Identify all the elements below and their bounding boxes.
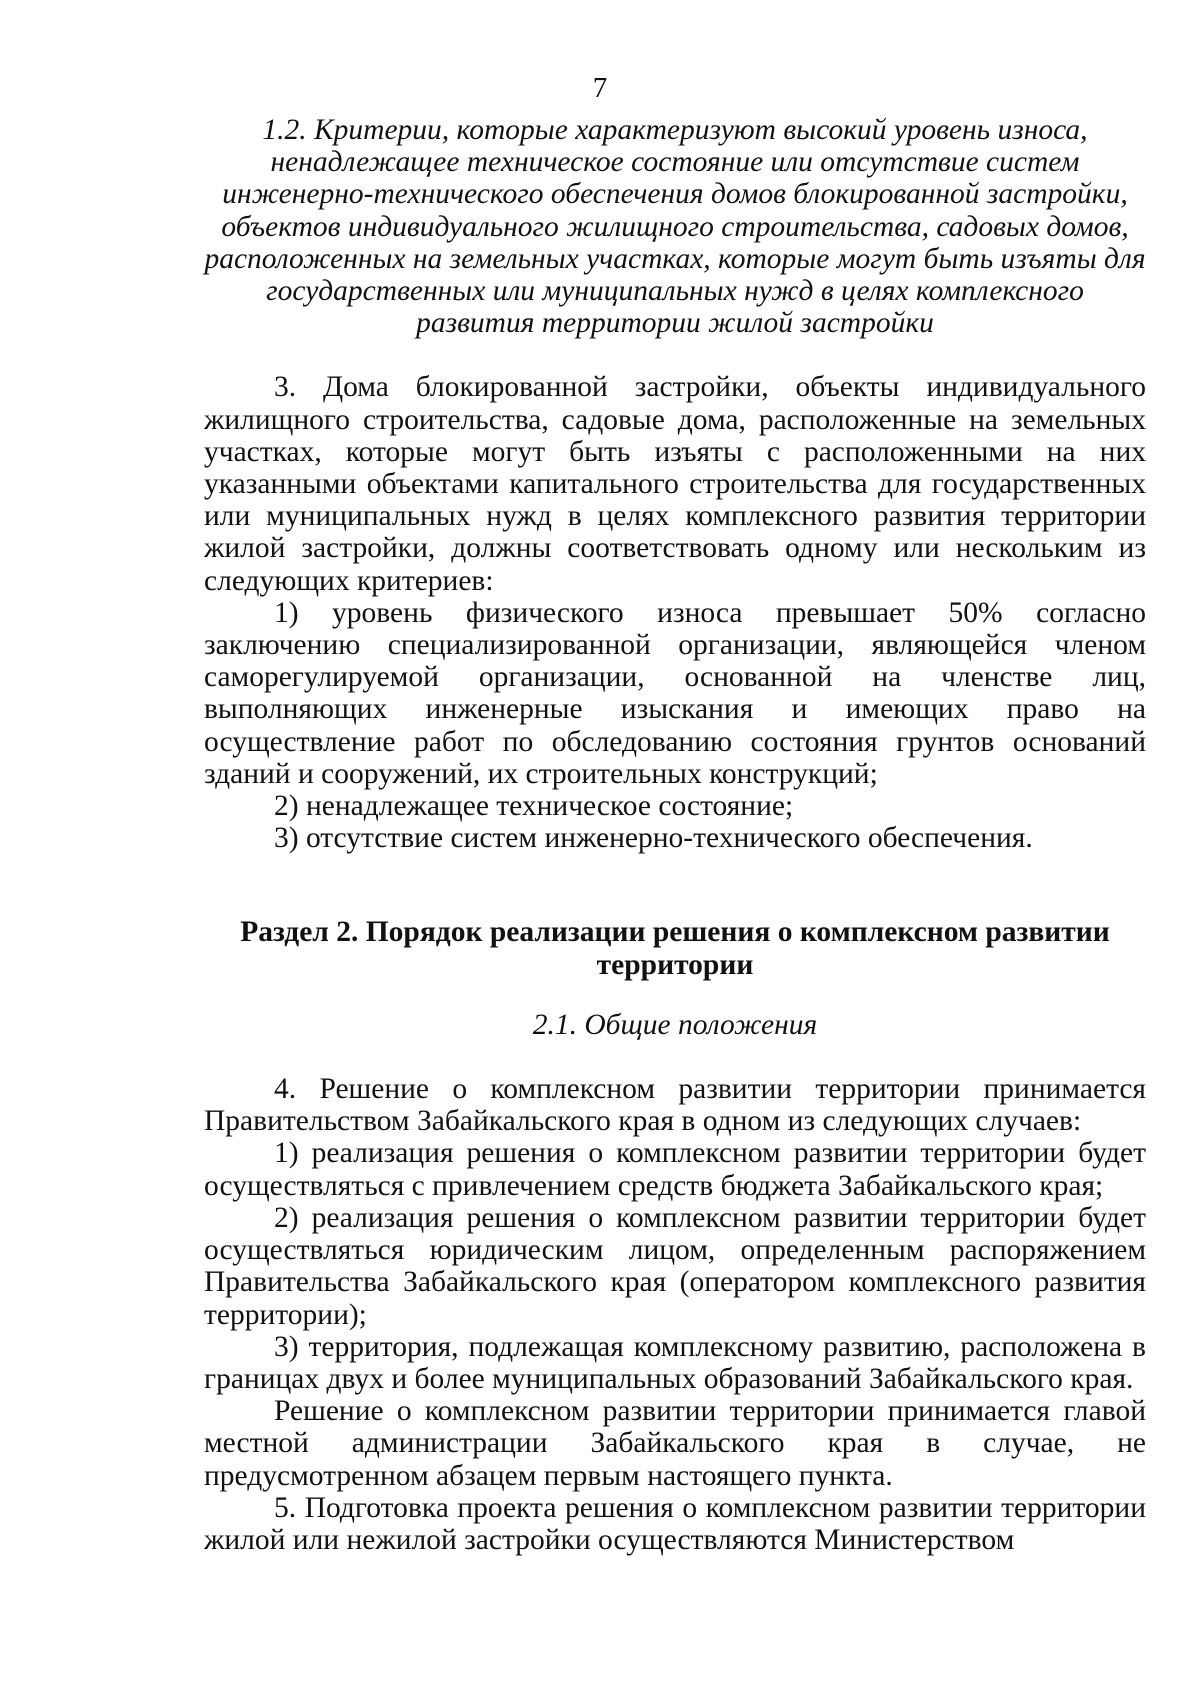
paragraph-4-note: Решение о комплексном развитии территории принимается главой местной администрации Забайкальского края в случае, не предусмотренном абзацем первым настоящего пункта. (204, 1395, 1146, 1492)
paragraph-3-item-3: 3) отсутствие систем инженерно-технического обеспечения. (274, 822, 1033, 855)
document-body (204, 114, 1146, 1556)
paragraph-4-item-2: 2) реализация решения о комплексном развитии территории будет осуществляться юридическим лицом, определенным распоряжением Правительства Забайкальского края (оператором комплексного развития территории); (204, 1201, 1146, 1331)
section-heading: Раздел 2. Порядок реализации решения о комплексном развитии территории (240, 916, 1110, 981)
subheading-1-2: 1.2. Критерии, которые характеризуют высокий уровень износа, ненадлежащее техническое состояние или отсутствие систем инженерно-технического обеспечения домов блокированной застройки, объектов индивидуального жилищного строительства, садовых домов, расположенных на земельных участках, которые могут быть изъяты для государственных или муниципальных нужд в целях комплексного развития территории жилой застройки (204, 114, 1146, 340)
paragraph-4: 4. Решение о комплексном развитии территории принимается Правительством Забайкальского края в одном из следующих случаев: (204, 1073, 1146, 1138)
paragraph-4-item-3: 3) территория, подлежащая комплексному развитию, расположена в границах двух и более муниципальных образований Забайкальского края. (204, 1330, 1146, 1395)
paragraph-5: 5. Подготовка проекта решения о комплексном развитии территории жилой или нежилой застройки осуществляются Министерством (204, 1491, 1146, 1556)
paragraph-3-item-2: 2) ненадлежащее техническое состояние; (274, 790, 794, 823)
subsection-2-1: 2.1. Общие положения (532, 1008, 818, 1041)
paragraph-4-item-1: 1) реализация решения о комплексном развитии территории будет осуществляться с привлечением средств бюджета Забайкальского края; (204, 1137, 1146, 1202)
paragraph-3: 3. Дома блокированной застройки, объекты индивидуального жилищного строительства, садовые дома, расположенные на земельных участках, которые могут быть изъяты с расположенными на них указанными объектами капитального строительства для государственных или муниципальных нужд в целях комплексного развития территории жилой застройки, должны соответствовать одному или нескольким из следующих критериев: (204, 371, 1146, 597)
paragraph-3-item-1: 1) уровень физического износа превышает 50% согласно заключению специализированной организации, являющейся членом саморегулируемой организации, основанной на членстве лиц, выполняющих инженерные изыскания и имеющих право на осуществление работ по обследованию состояния грунтов оснований зданий и сооружений, их строительных конструкций; (204, 596, 1146, 790)
page-number: 7 (592, 72, 608, 104)
